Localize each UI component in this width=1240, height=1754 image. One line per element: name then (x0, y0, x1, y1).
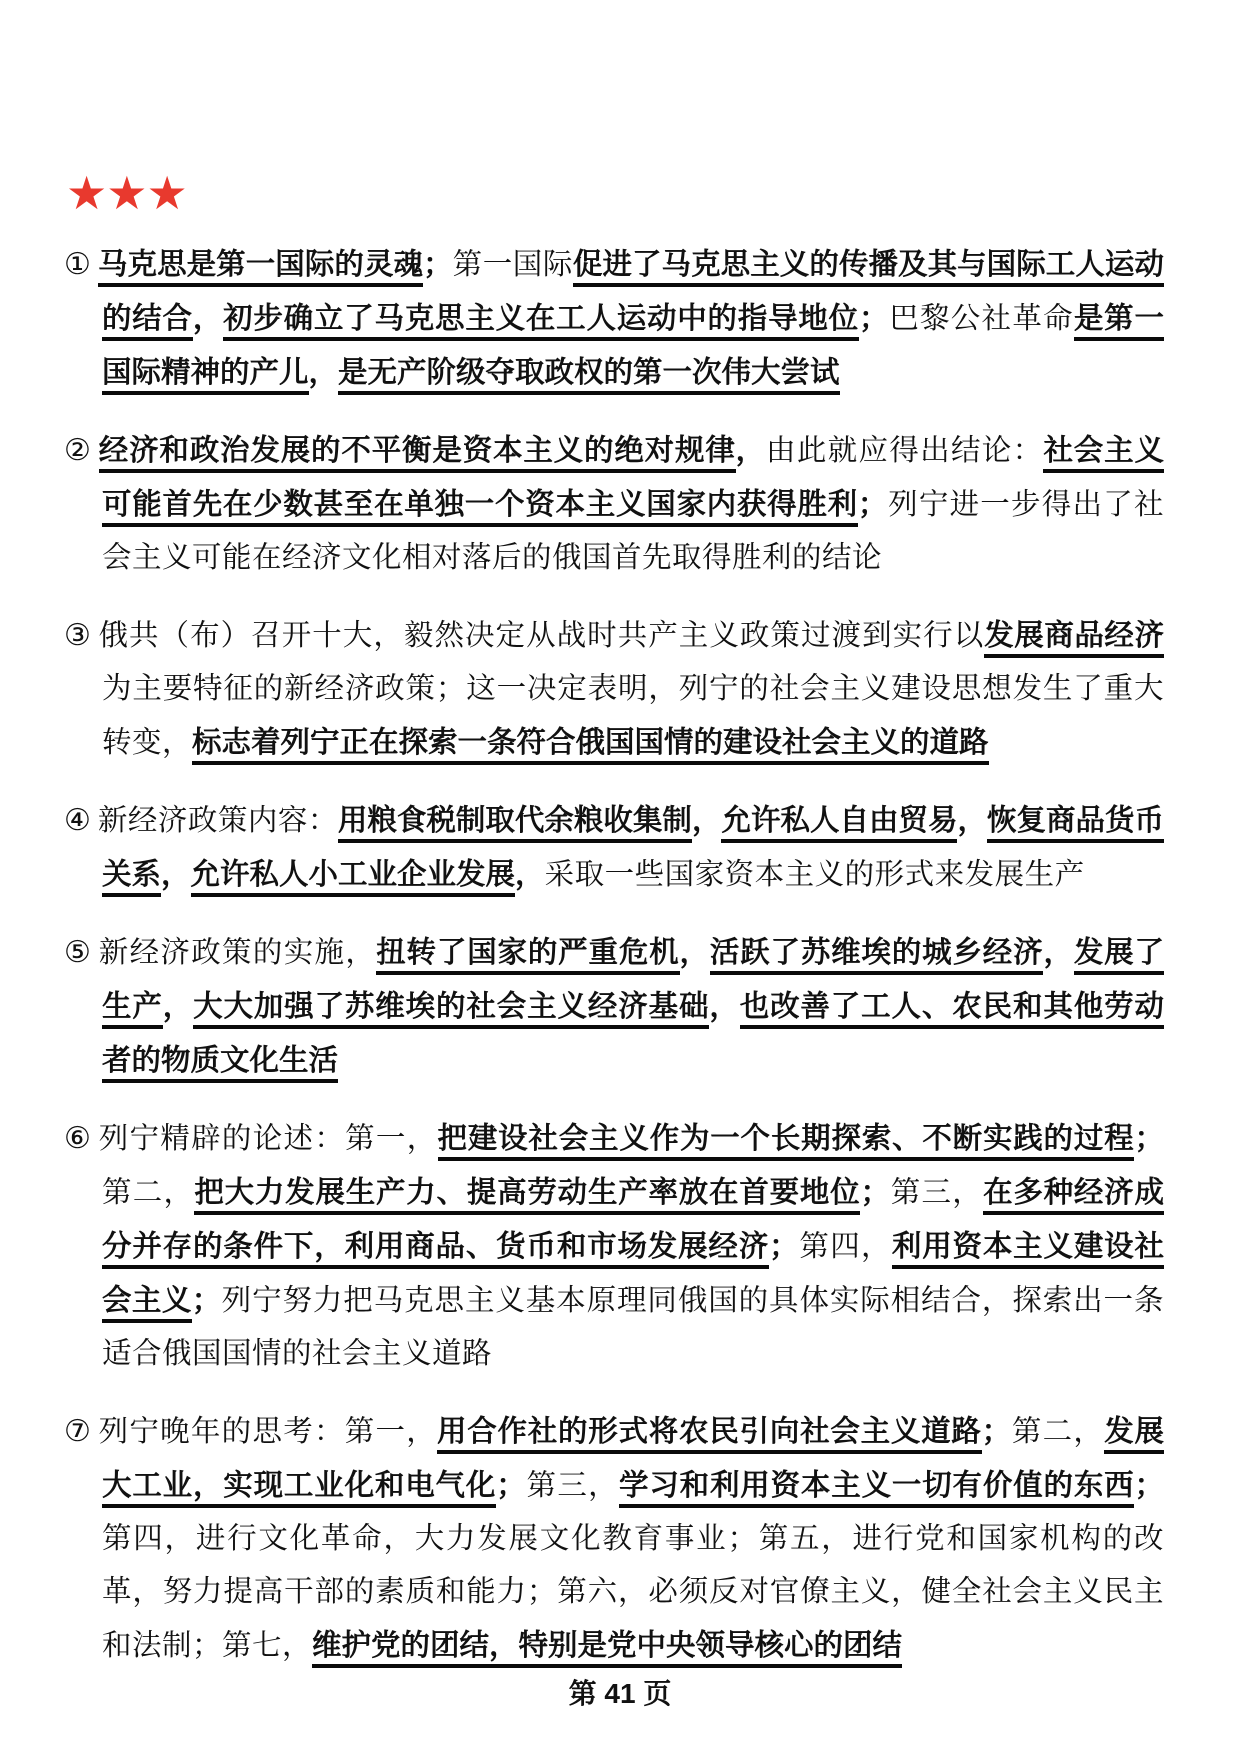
body-text: ， (709, 990, 740, 1023)
highlighted-text: 允许私人自由贸易 (721, 804, 957, 843)
body-text: 列宁进一步得出了社会主义可能在经济文化相对落后的俄国首先取得胜利的结论 (102, 489, 1164, 574)
body-text: ； (769, 1230, 799, 1263)
star-icon: ★ (106, 168, 149, 219)
highlighted-text: 把建设社会主义作为一个长期探索、不断实践的过程 (438, 1122, 1135, 1161)
body-text: 由此就应得出结论： (766, 435, 1044, 467)
body-text: 第二， (1011, 1416, 1105, 1448)
item-number-badge: ⑥ (64, 1122, 92, 1155)
body-text: 巴黎公社革命 (888, 303, 1074, 335)
body-text: ； (191, 1284, 222, 1317)
body-text: ； (860, 1176, 890, 1209)
note-paragraph (64, 794, 1164, 902)
star-icon: ★ (66, 168, 109, 219)
body-text: 第三， (525, 1470, 619, 1502)
note-paragraph (64, 238, 1164, 400)
highlighted-text: 社会主义可能首先在少数甚至在单独一个资本主义国家内获得胜利 (102, 434, 1164, 527)
body-text: ， (308, 356, 339, 389)
note-paragraph (64, 1405, 1164, 1673)
body-text: ， (515, 858, 545, 891)
note-paragraph (64, 424, 1164, 585)
highlighted-text: 是无产阶级夺取政权的第一次伟大尝试 (338, 356, 840, 395)
highlighted-text: 学习和利用资本主义一切有价值的东西 (619, 1469, 1134, 1508)
body-text: 列宁努力把马克思主义基本原理同俄国的具体实际相结合，探索出一条适合俄国国情的社会主义道路 (102, 1285, 1164, 1370)
highlighted-text: 用粮食税制取代余粮收集制 (338, 804, 692, 843)
highlighted-text: 恢复商品货币关系 (102, 804, 1164, 897)
highlighted-text: 用合作社的形式将农民引向社会主义道路 (437, 1415, 982, 1454)
item-number-badge: ④ (64, 804, 91, 837)
body-text: 新经济政策内容： (97, 805, 338, 837)
highlighted-text: 发展了生产 (102, 936, 1164, 1029)
body-text: ； (858, 302, 889, 335)
body-text: 采取一些国家资本主义的形式来发展生产 (544, 859, 1085, 891)
body-text: ； (981, 1415, 1012, 1448)
body-text: 第三， (889, 1177, 984, 1209)
star-icon: ★ (146, 168, 189, 219)
item-number-badge: ② (64, 434, 92, 467)
body-text: 第二， (102, 1177, 195, 1209)
highlighted-text: 也改善了工人、农民和其他劳动者的物质文化生活 (102, 990, 1164, 1083)
highlighted-text: 发展大工业，实现工业化和电气化 (102, 1415, 1164, 1508)
body-text: ； (1134, 1122, 1164, 1155)
highlighted-text: 大大加强了苏维埃的社会主义经济基础 (193, 990, 709, 1029)
highlighted-text: 经济和政治发展的不平衡是资本主义的绝对规律 (99, 434, 736, 473)
highlighted-text: 利用资本主义建设社会主义 (102, 1230, 1164, 1323)
body-text: ， (1043, 936, 1074, 969)
body-text: 列宁晚年的思考：第一， (98, 1416, 437, 1448)
highlighted-text: 活跃了苏维埃的城乡经济 (710, 936, 1044, 975)
body-text: ； (496, 1469, 526, 1502)
body-text: ， (957, 804, 987, 837)
body-text: ； (423, 248, 453, 281)
body-text: 为主要特征的新经济政策；这一决定表明，列宁的社会主义建设思想发生了重大转变， (102, 673, 1164, 759)
highlighted-text: 扭转了国家的严重危机 (376, 936, 679, 975)
item-number-badge: ⑤ (64, 936, 92, 969)
item-number-badge: ⑦ (64, 1415, 92, 1448)
highlighted-text: 标志着列宁正在探索一条符合俄国国情的建设社会主义的道路 (192, 726, 989, 765)
item-number-badge: ③ (64, 619, 92, 652)
page-number: 第 41 页 (568, 1678, 672, 1709)
importance-stars (66, 168, 1164, 219)
highlighted-text: 促进了马克思主义的传播及其与国际工人运动的结合 (102, 248, 1164, 341)
notes-list (64, 238, 1164, 1673)
highlighted-text: 马克思是第一国际的灵魂 (98, 248, 423, 287)
body-text: 俄共（布）召开十大，毅然决定从战时共产主义政策过渡到实行以 (98, 620, 985, 652)
body-text: 第四，进行文化革命，大力发展文化教育事业；第五，进行党和国家机构的改革，努力提高干部的素质和能力；第六，必须反对官僚主义，健全社会主义民主和法制；第七， (102, 1523, 1164, 1662)
body-text: 第一国际 (452, 249, 573, 281)
highlighted-text: 把大力发展生产力、提高劳动生产率放在首要地位 (194, 1176, 860, 1215)
body-text: 列宁精辟的论述：第一， (98, 1123, 438, 1155)
highlighted-text: 初步确立了马克思主义在工人运动中的指导地位 (223, 302, 859, 341)
body-text: ， (691, 804, 722, 837)
highlighted-text: 允许私人小工业企业发展 (191, 858, 516, 897)
highlighted-text: 发展商品经济 (984, 619, 1164, 658)
body-text: ； (857, 488, 888, 521)
body-text: ， (192, 302, 224, 335)
body-text: ， (679, 936, 710, 969)
body-text: ， (162, 990, 194, 1023)
body-text: 第四， (798, 1231, 892, 1263)
item-number-badge: ① (64, 248, 91, 281)
highlighted-text: 维护党的团结，特别是党中央领导核心的团结 (312, 1629, 902, 1668)
body-text: ， (735, 434, 766, 467)
highlighted-text: 在多种经济成分并存的条件下，利用商品、货币和市场发展经济 (102, 1176, 1164, 1269)
highlighted-text: 是第一国际精神的产儿 (102, 302, 1164, 395)
note-paragraph (64, 926, 1164, 1088)
note-paragraph (64, 1112, 1164, 1381)
note-paragraph (64, 609, 1164, 770)
body-text: 新经济政策的实施， (98, 937, 377, 969)
body-text: ； (1134, 1469, 1164, 1502)
body-text: ， (161, 858, 191, 891)
